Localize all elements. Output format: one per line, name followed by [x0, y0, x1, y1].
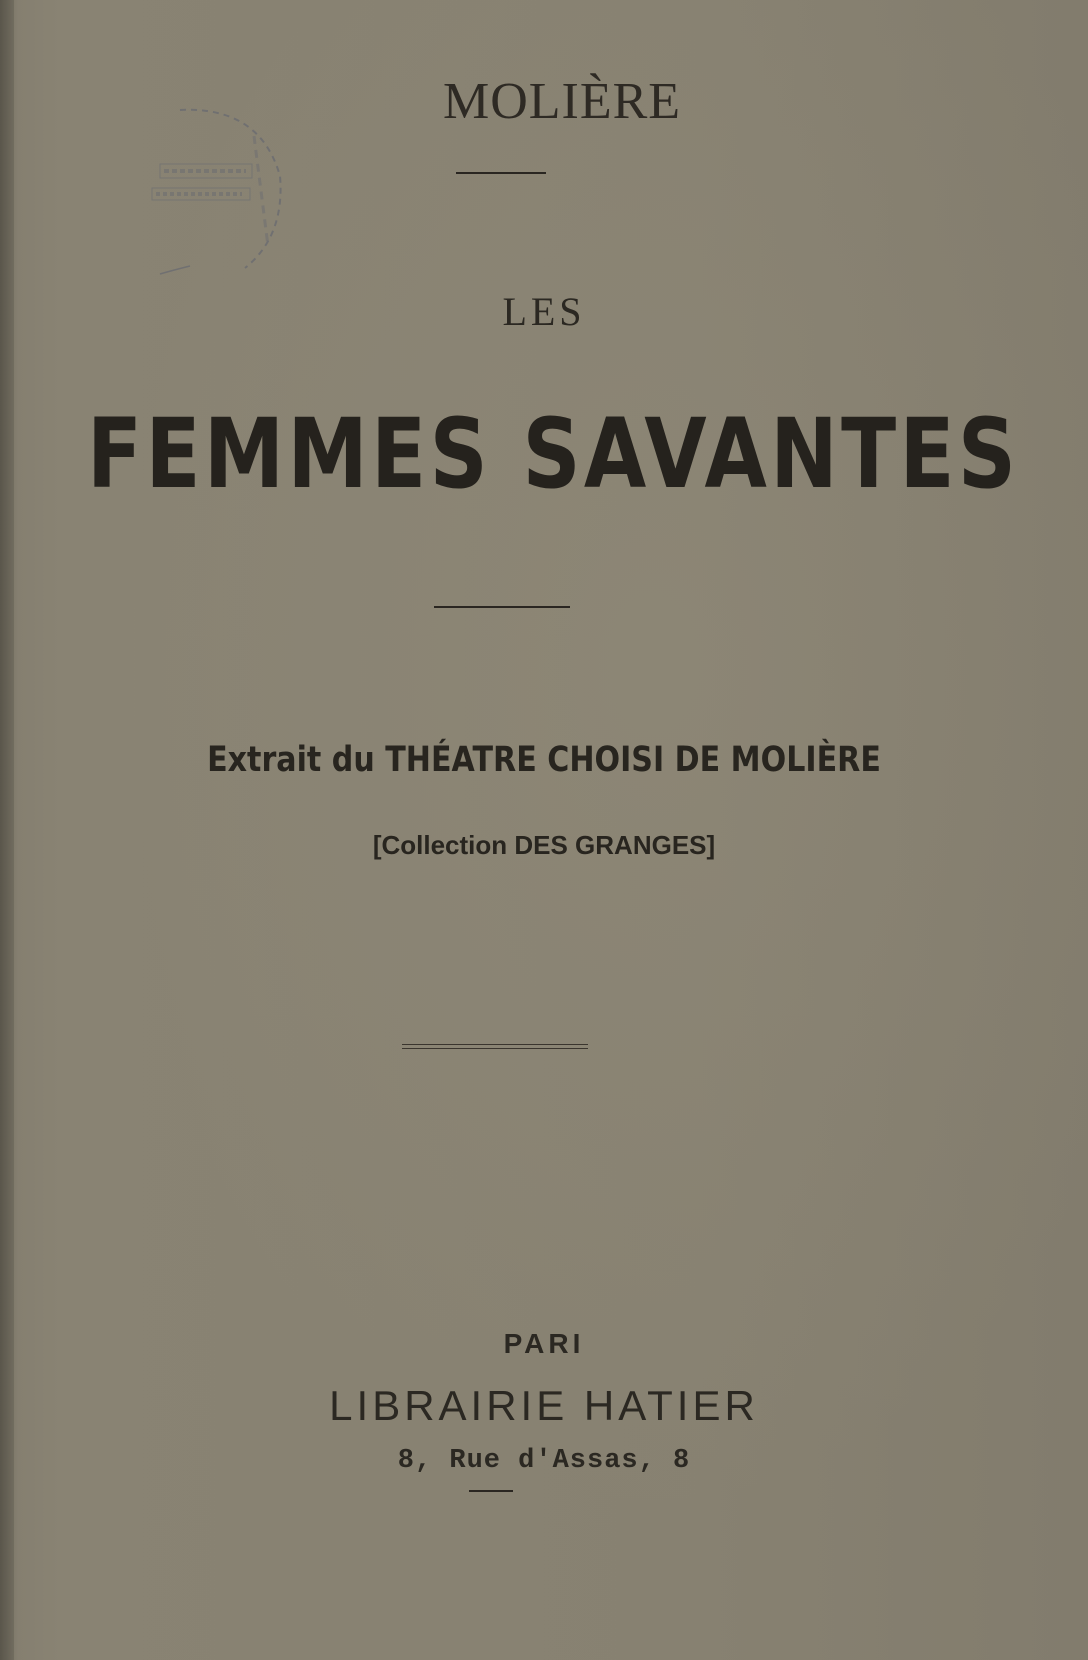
publisher-address: 8, Rue d'Assas, 8 [397, 1446, 691, 1476]
author-name: MOLIÈRE [442, 73, 682, 130]
extract-note: Extrait du THÉATRE CHOISI DE MOLIÈRE [207, 740, 881, 780]
publisher-name: LIBRAIRIE HATIER [329, 1382, 759, 1429]
ornament-rule [434, 606, 570, 608]
double-rule [402, 1044, 588, 1049]
title-article: LES [502, 289, 586, 334]
publisher-city: PARI [503, 1328, 585, 1359]
collection-note: [Collection DES GRANGES] [372, 830, 716, 860]
book-title: FEMMES SAVANTES [87, 398, 1020, 510]
ornament-rule [469, 1490, 513, 1492]
ornament-rule [456, 172, 546, 174]
